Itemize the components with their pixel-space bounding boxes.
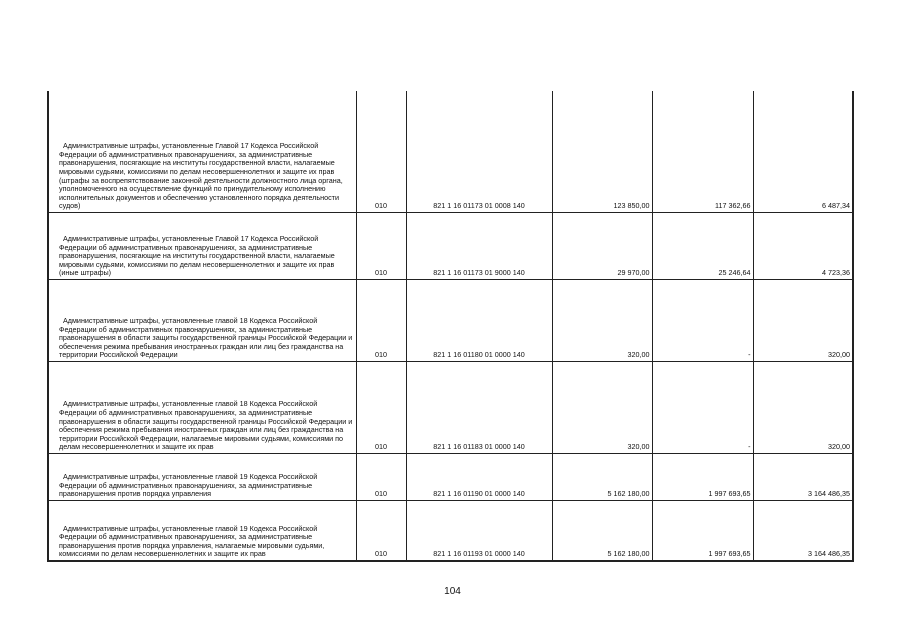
unexecuted-amount-cell: 6 487,34 (753, 91, 853, 213)
executed-amount-cell: 1 997 693,65 (652, 501, 753, 562)
approved-amount-cell: 320,00 (552, 362, 652, 454)
table-row (48, 362, 853, 454)
row-name-cell (48, 91, 356, 213)
row-name-text: Административные штрафы, установленные Главой 17 Кодекса Российской Федерации об административных правонарушениях, за административные правонарушения, посягающие на институты государственной власти, налагаемые мировыми судьями, комиссиями по делам несовершеннолетних и защите их прав (иные штрафы) (59, 234, 335, 278)
unexecuted-amount-cell: 3 164 486,35 (753, 454, 853, 501)
table-row (48, 454, 853, 501)
executed-amount-cell: 1 997 693,65 (652, 454, 753, 501)
row-name-text: Административные штрафы, установленные главой 18 Кодекса Российской Федерации об административных правонарушениях, за административные правонарушения в области защиты государственной границы Российской Федерации и обеспечения режима пребывания иностранных граждан или лиц без гражданства на территории Российской Федерации, налагаемые мировыми судьями, комиссиями по делам несовершеннолетних и защите их прав (59, 399, 353, 452)
approved-amount-cell: 123 850,00 (552, 91, 652, 213)
kbk-code-cell: 821 1 16 01173 01 9000 140 (406, 213, 552, 280)
table-row (48, 280, 853, 362)
page-number: 104 (444, 586, 461, 597)
row-name-cell (48, 454, 356, 501)
unexecuted-amount-cell: 3 164 486,35 (753, 501, 853, 562)
kbk-code-cell: 821 1 16 01190 01 0000 140 (406, 454, 552, 501)
approved-amount-cell: 5 162 180,00 (552, 501, 652, 562)
approved-amount-cell: 320,00 (552, 280, 652, 362)
kbk-code-cell: 821 1 16 01173 01 0008 140 (406, 91, 552, 213)
executed-amount-cell: 117 362,66 (652, 91, 753, 213)
table-row (48, 501, 853, 562)
line-code-cell: 010 (356, 362, 406, 454)
kbk-code-cell: 821 1 16 01180 01 0000 140 (406, 280, 552, 362)
unexecuted-amount-cell: 4 723,36 (753, 213, 853, 280)
row-name-cell (48, 501, 356, 562)
executed-amount-cell: 25 246,64 (652, 213, 753, 280)
table-row (48, 213, 853, 280)
kbk-code-cell: 821 1 16 01183 01 0000 140 (406, 362, 552, 454)
line-code-cell: 010 (356, 213, 406, 280)
executed-amount-cell: - (652, 362, 753, 454)
unexecuted-amount-cell: 320,00 (753, 362, 853, 454)
line-code-cell: 010 (356, 501, 406, 562)
row-name-text: Административные штрафы, установленные Главой 17 Кодекса Российской Федерации об административных правонарушениях, за административные правонарушения, посягающие на институты государственной власти, налагаемые мировыми судьями, комиссиями по делам несовершеннолетних и защите их прав (штрафы за воспрепятствование законной деятельности должностного лица органа, уполномоченного на осуществление функций по принудительному исполнению исполнительных документов и обеспечению установленного порядка деятельности судов) (59, 141, 343, 211)
revenue-table (47, 91, 854, 562)
kbk-code-cell: 821 1 16 01193 01 0000 140 (406, 501, 552, 562)
approved-amount-cell: 29 970,00 (552, 213, 652, 280)
line-code-cell: 010 (356, 280, 406, 362)
line-code-cell: 010 (356, 454, 406, 501)
approved-amount-cell: 5 162 180,00 (552, 454, 652, 501)
table-row (48, 91, 853, 213)
executed-amount-cell: - (652, 280, 753, 362)
row-name-text: Административные штрафы, установленные главой 18 Кодекса Российской Федерации об административных правонарушениях, за административные правонарушения в области защиты государственной границы Российской Федерации и обеспечения режима пребывания иностранных граждан или лиц без гражданства на территории Российской Федерации (59, 316, 353, 360)
row-name-cell (48, 213, 356, 280)
row-name-text: Административные штрафы, установленные главой 19 Кодекса Российской Федерации об административных правонарушениях, за административные правонарушения против порядка управления (59, 472, 318, 499)
row-name-text: Административные штрафы, установленные главой 19 Кодекса Российской Федерации об административных правонарушениях, за административные правонарушения против порядка управления, налагаемые мировыми судьями, комиссиями по делам несовершеннолетних и защите их прав (59, 523, 325, 559)
line-code-cell: 010 (356, 91, 406, 213)
unexecuted-amount-cell: 320,00 (753, 280, 853, 362)
row-name-cell (48, 362, 356, 454)
row-name-cell (48, 280, 356, 362)
